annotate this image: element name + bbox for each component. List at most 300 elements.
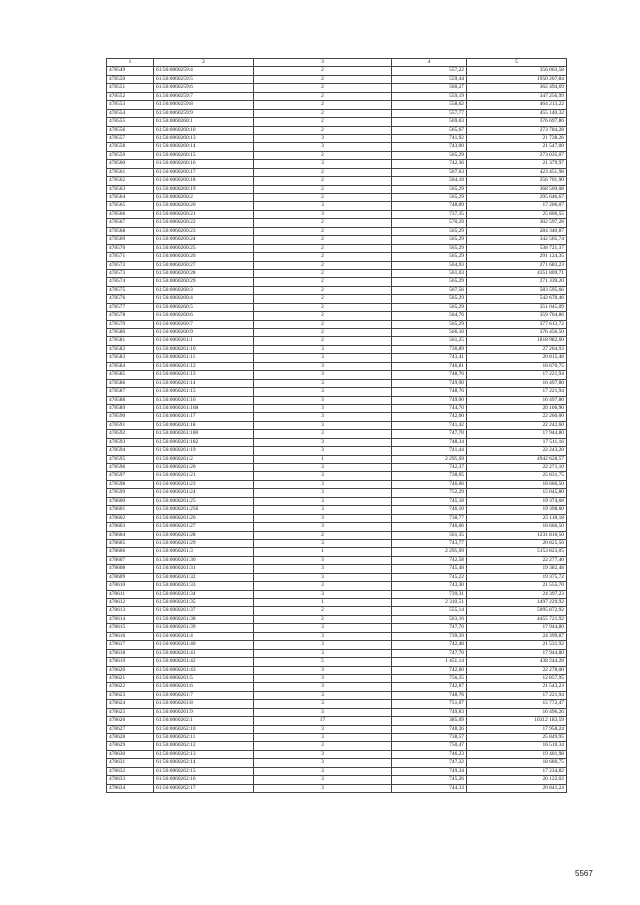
- table-cell: 738,05: [392, 472, 467, 480]
- table-cell: 61:56:0060261:31: [154, 565, 254, 573]
- table-cell: 559,19: [392, 92, 467, 100]
- table-cell: 61:56:0060260:19: [154, 185, 254, 193]
- table-cell: 478612: [107, 599, 154, 607]
- table-cell: 21 547,00: [467, 143, 567, 151]
- table-cell: 2: [254, 101, 392, 109]
- table-cell: 561,25: [392, 337, 467, 345]
- table-row: [107, 539, 567, 547]
- table-cell: 1950 207,84: [467, 75, 567, 83]
- table-row: [107, 725, 567, 733]
- table-cell: 565,67: [392, 126, 467, 134]
- column-header: 1: [107, 59, 154, 67]
- table-cell: 61:56:0060260:15: [154, 151, 254, 159]
- table-row: [107, 649, 567, 657]
- table-cell: 1818 982,60: [467, 337, 567, 345]
- table-cell: 3: [254, 674, 392, 682]
- table-cell: 61:56:0060261:41: [154, 649, 254, 657]
- table-row: [107, 143, 567, 151]
- table-cell: 478556: [107, 126, 154, 134]
- table-cell: 478595: [107, 455, 154, 463]
- table-cell: 61:56:0060261:38: [154, 615, 254, 623]
- table-cell: 385,09: [392, 717, 467, 725]
- table-cell: 736,89: [392, 345, 467, 353]
- table-cell: 746,10: [392, 506, 467, 514]
- table-row: [107, 261, 567, 269]
- table-cell: 3: [254, 683, 392, 691]
- table-cell: 2: [254, 194, 392, 202]
- table-cell: 3: [254, 497, 392, 505]
- table-cell: 478567: [107, 219, 154, 227]
- table-cell: 478589: [107, 404, 154, 412]
- table-row: [107, 286, 567, 294]
- table-row: [107, 506, 567, 514]
- table-cell: 478584: [107, 362, 154, 370]
- table-row: [107, 632, 567, 640]
- table-cell: 748,76: [392, 388, 467, 396]
- table-cell: 565,29: [392, 295, 467, 303]
- table-cell: 61:56:0060261:23: [154, 480, 254, 488]
- table-cell: 3: [254, 691, 392, 699]
- table-cell: 538 721,37: [467, 244, 567, 252]
- table-cell: 2: [254, 607, 392, 615]
- table-cell: 302 597,28: [467, 219, 567, 227]
- table-cell: 747,70: [392, 624, 467, 632]
- table-cell: 478564: [107, 194, 154, 202]
- table-cell: 561,35: [392, 531, 467, 539]
- table-cell: 17 511,16: [467, 438, 567, 446]
- table-cell: 478598: [107, 480, 154, 488]
- table-cell: 3: [254, 447, 392, 455]
- table-cell: 742,48: [392, 641, 467, 649]
- table-cell: 16 510,34: [467, 742, 567, 750]
- table-row: [107, 607, 567, 615]
- table-cell: 2: [254, 320, 392, 328]
- table-row: [107, 742, 567, 750]
- table-cell: 25 806,55: [467, 210, 567, 218]
- table-cell: 61:56:0060260:4: [154, 295, 254, 303]
- table-cell: 742,87: [392, 683, 467, 691]
- table-row: [107, 615, 567, 623]
- table-row: [107, 219, 567, 227]
- table-cell: 478596: [107, 464, 154, 472]
- table-row: [107, 658, 567, 666]
- table-cell: 61:56:0060261:39: [154, 624, 254, 632]
- table-cell: 746,81: [392, 362, 467, 370]
- table-cell: 478550: [107, 75, 154, 83]
- table-cell: 747,70: [392, 649, 467, 657]
- table-cell: 742,58: [392, 556, 467, 564]
- table-cell: 478557: [107, 134, 154, 142]
- table-row: [107, 641, 567, 649]
- table-cell: 17 944,80: [467, 430, 567, 438]
- table-cell: 3: [254, 396, 392, 404]
- table-cell: 2: [254, 151, 392, 159]
- table-cell: 751,07: [392, 700, 467, 708]
- page-number: 5567: [575, 869, 593, 878]
- table-cell: 478606: [107, 548, 154, 556]
- table-cell: 3: [254, 345, 392, 353]
- table-cell: 61:56:0060261:35: [154, 599, 254, 607]
- table-cell: 2 310,51: [392, 599, 467, 607]
- table-cell: 1 451,14: [392, 658, 467, 666]
- table-cell: 478573: [107, 269, 154, 277]
- table-cell: 478610: [107, 582, 154, 590]
- table-cell: 739,31: [392, 590, 467, 598]
- table-cell: 738,57: [392, 734, 467, 742]
- table-cell: 18 666,50: [467, 523, 567, 531]
- table-cell: 2: [254, 295, 392, 303]
- table-cell: 565,29: [392, 244, 467, 252]
- column-header: 5: [467, 59, 567, 67]
- table-cell: 61:56:0060259:9: [154, 109, 254, 117]
- table-cell: 61:56:0060259:6: [154, 84, 254, 92]
- table-cell: 478625: [107, 708, 154, 716]
- table-cell: 3: [254, 573, 392, 581]
- table-cell: 17 234,82: [467, 767, 567, 775]
- table-cell: 61:56:0060261:42: [154, 658, 254, 666]
- table-cell: 61:56:0060262:11: [154, 734, 254, 742]
- table-cell: 564,76: [392, 312, 467, 320]
- table-cell: 17: [254, 717, 392, 725]
- table-cell: 752,29: [392, 489, 467, 497]
- table-cell: 748,76: [392, 691, 467, 699]
- table-row: [107, 531, 567, 539]
- table-cell: 2: [254, 67, 392, 75]
- table-cell: 61:56:0060261:30: [154, 556, 254, 564]
- table-cell: 61:56:0060261:29: [154, 539, 254, 547]
- table-cell: 3: [254, 784, 392, 792]
- table-cell: 3: [254, 582, 392, 590]
- table-cell: 2: [254, 118, 392, 126]
- table-row: [107, 194, 567, 202]
- table-cell: 478588: [107, 396, 154, 404]
- table-cell: 3: [254, 134, 392, 142]
- table-row: [107, 708, 567, 716]
- table-cell: 20 825,56: [467, 539, 567, 547]
- table-cell: 2: [254, 278, 392, 286]
- table-cell: 3: [254, 649, 392, 657]
- table-cell: 478580: [107, 329, 154, 337]
- table-cell: 478623: [107, 691, 154, 699]
- table-cell: 376 456,50: [467, 329, 567, 337]
- table-cell: 3: [254, 700, 392, 708]
- table-cell: 569,03: [392, 118, 467, 126]
- table-cell: 3: [254, 708, 392, 716]
- table-cell: 1: [254, 455, 392, 463]
- table-cell: 61:56:0060261:33: [154, 582, 254, 590]
- table-cell: 17 221,94: [467, 388, 567, 396]
- table-row: [107, 84, 567, 92]
- table-cell: 3: [254, 539, 392, 547]
- table-row: [107, 312, 567, 320]
- table-cell: 478577: [107, 303, 154, 311]
- table-cell: 20 106,90: [467, 404, 567, 412]
- table-cell: 61:56:0060261:4: [154, 632, 254, 640]
- table-row: [107, 489, 567, 497]
- table-cell: 478604: [107, 531, 154, 539]
- table-cell: 61:56:0060261:19: [154, 447, 254, 455]
- table-cell: 61:56:0060260:3: [154, 286, 254, 294]
- table-row: [107, 666, 567, 674]
- table-cell: 61:56:0060260:20: [154, 202, 254, 210]
- table-row: [107, 67, 567, 75]
- table-cell: 478561: [107, 168, 154, 176]
- table-cell: 61:56:0060260:14: [154, 143, 254, 151]
- table-cell: 745,48: [392, 565, 467, 573]
- table-row: [107, 396, 567, 404]
- table-cell: 3: [254, 202, 392, 210]
- table-cell: 19 374,68: [467, 497, 567, 505]
- table-cell: 455 140,32: [467, 109, 567, 117]
- table-row: [107, 514, 567, 522]
- table-row: [107, 413, 567, 421]
- table-row: [107, 337, 567, 345]
- table-cell: 478552: [107, 92, 154, 100]
- table-cell: 61:56:0060261:256: [154, 506, 254, 514]
- table-cell: 17 221,94: [467, 691, 567, 699]
- table-cell: 61:56:0060261:9: [154, 708, 254, 716]
- table-cell: 478554: [107, 109, 154, 117]
- table-cell: 21 379,97: [467, 160, 567, 168]
- table-cell: 750,47: [392, 742, 467, 750]
- table-cell: 20 815,48: [467, 354, 567, 362]
- table-cell: 2: [254, 185, 392, 193]
- table-row: [107, 118, 567, 126]
- table-cell: 738,77: [392, 514, 467, 522]
- table-cell: 22 260,00: [467, 413, 567, 421]
- table-row: [107, 784, 567, 792]
- table-cell: 756,35: [392, 674, 467, 682]
- table-cell: 61:56:0060261:18: [154, 421, 254, 429]
- table-cell: 565,29: [392, 185, 467, 193]
- table-cell: 749,83: [392, 708, 467, 716]
- table-cell: 61:56:0060260:5: [154, 303, 254, 311]
- table-cell: 478572: [107, 261, 154, 269]
- table-cell: 61:56:0060261:14: [154, 379, 254, 387]
- table-cell: 478563: [107, 185, 154, 193]
- table-cell: 2: [254, 286, 392, 294]
- table-cell: 61:56:0060261:40: [154, 641, 254, 649]
- table-cell: 18 680,75: [467, 759, 567, 767]
- table-row: [107, 573, 567, 581]
- table-cell: 478616: [107, 632, 154, 640]
- table-cell: 478593: [107, 438, 154, 446]
- table-cell: 61:56:0060261:32: [154, 573, 254, 581]
- table-cell: 565,29: [392, 278, 467, 286]
- table-cell: 19 382,48: [467, 565, 567, 573]
- table-cell: 3: [254, 624, 392, 632]
- table-cell: 749,90: [392, 396, 467, 404]
- table-cell: 3: [254, 404, 392, 412]
- table-cell: 61:56:0060260:23: [154, 227, 254, 235]
- table-cell: 478594: [107, 447, 154, 455]
- table-cell: 61:56:0060262:16: [154, 776, 254, 784]
- table-row: [107, 759, 567, 767]
- table-cell: 61:56:0060260:2: [154, 194, 254, 202]
- table-cell: 742,00: [392, 413, 467, 421]
- table-cell: 2: [254, 337, 392, 345]
- table-cell: 542 678,46: [467, 295, 567, 303]
- table-cell: 16 497,80: [467, 396, 567, 404]
- table-row: [107, 388, 567, 396]
- table-cell: 478631: [107, 759, 154, 767]
- table-row: [107, 134, 567, 142]
- table-cell: 3: [254, 666, 392, 674]
- table-cell: 61:56:0060260:17: [154, 168, 254, 176]
- table-cell: 61:56:0060261:20: [154, 464, 254, 472]
- table-cell: 746,23: [392, 750, 467, 758]
- table-cell: 368 569,08: [467, 185, 567, 193]
- table-cell: 565,29: [392, 303, 467, 311]
- table-cell: 478590: [107, 413, 154, 421]
- table-cell: 557,22: [392, 67, 467, 75]
- table-cell: 5153 823,05: [467, 548, 567, 556]
- table-cell: 743,30: [392, 582, 467, 590]
- table-cell: 478633: [107, 776, 154, 784]
- table-row: [107, 92, 567, 100]
- table-cell: 21 543,23: [467, 683, 567, 691]
- table-cell: 61:56:0060260:24: [154, 236, 254, 244]
- table-cell: 3: [254, 388, 392, 396]
- table-cell: 273 784,28: [467, 126, 567, 134]
- table-cell: 564,93: [392, 261, 467, 269]
- table-cell: 61:56:0060261:21: [154, 472, 254, 480]
- table-cell: 3: [254, 506, 392, 514]
- table-cell: 478605: [107, 539, 154, 547]
- table-cell: 478629: [107, 742, 154, 750]
- table-cell: 565,29: [392, 253, 467, 261]
- table-cell: 478628: [107, 734, 154, 742]
- table-row: [107, 464, 567, 472]
- table-cell: 478571: [107, 253, 154, 261]
- table-row: [107, 700, 567, 708]
- table-cell: 478622: [107, 683, 154, 691]
- table-cell: 3: [254, 776, 392, 784]
- table-row: [107, 430, 567, 438]
- table-cell: 478565: [107, 202, 154, 210]
- table-row: [107, 354, 567, 362]
- table-cell: 61:56:0060261:26: [154, 514, 254, 522]
- table-cell: 61:56:0060261:7: [154, 691, 254, 699]
- table-cell: 61:56:0060259:7: [154, 92, 254, 100]
- table-cell: 61:56:0060262:12: [154, 742, 254, 750]
- table-cell: 748,34: [392, 438, 467, 446]
- table-cell: 3: [254, 362, 392, 370]
- table-row: [107, 455, 567, 463]
- column-header: 2: [154, 59, 254, 67]
- table-row: [107, 776, 567, 784]
- table-cell: 5: [254, 658, 392, 666]
- table-cell: 745,18: [392, 497, 467, 505]
- table-cell: 742,60: [392, 666, 467, 674]
- table-cell: 478630: [107, 750, 154, 758]
- table-row: [107, 523, 567, 531]
- table-row: [107, 734, 567, 742]
- table-cell: 61:56:0060261:13: [154, 371, 254, 379]
- table-cell: 1: [254, 548, 392, 556]
- table-cell: 3: [254, 767, 392, 775]
- table-cell: 61:56:0060261:27: [154, 523, 254, 531]
- table-cell: 273 035,07: [467, 151, 567, 159]
- table-cell: 3: [254, 421, 392, 429]
- table-cell: 478551: [107, 84, 154, 92]
- table-cell: 2 295,69: [392, 455, 467, 463]
- table-cell: 3: [254, 379, 392, 387]
- table-row: [107, 599, 567, 607]
- table-cell: 61:56:0060261:5: [154, 674, 254, 682]
- table-cell: 745,22: [392, 573, 467, 581]
- table-cell: 61:56:0060261:6: [154, 683, 254, 691]
- table-cell: 478582: [107, 345, 154, 353]
- table-cell: 284 340,87: [467, 227, 567, 235]
- table-cell: 351 045,09: [467, 303, 567, 311]
- table-cell: 3: [254, 472, 392, 480]
- table-cell: 478558: [107, 143, 154, 151]
- table-row: [107, 371, 567, 379]
- table-cell: 478608: [107, 565, 154, 573]
- table-row: [107, 185, 567, 193]
- table-cell: 478562: [107, 177, 154, 185]
- table-cell: 565,29: [392, 320, 467, 328]
- table-row: [107, 480, 567, 488]
- table-cell: 478560: [107, 160, 154, 168]
- table-row: [107, 126, 567, 134]
- table-cell: 2: [254, 269, 392, 277]
- table-cell: 17 944,80: [467, 649, 567, 657]
- table-cell: 3: [254, 742, 392, 750]
- table-cell: 744,33: [392, 784, 467, 792]
- table-cell: 12 857,95: [467, 674, 567, 682]
- table-cell: 61:56:0060261:2: [154, 455, 254, 463]
- table-cell: 478585: [107, 371, 154, 379]
- table-cell: 61:56:0060261:16: [154, 396, 254, 404]
- table-cell: 478603: [107, 523, 154, 531]
- table-cell: 342 565,74: [467, 236, 567, 244]
- table-cell: 564,18: [392, 177, 467, 185]
- table-cell: 478599: [107, 489, 154, 497]
- table-cell: 61:56:0060261:34: [154, 590, 254, 598]
- table-cell: 17 958,24: [467, 725, 567, 733]
- table-cell: 21 738,26: [467, 134, 567, 142]
- table-row: [107, 582, 567, 590]
- table-cell: 27 264,93: [467, 345, 567, 353]
- table-cell: 61:56:0060261:180: [154, 430, 254, 438]
- table-cell: 555,14: [392, 607, 467, 615]
- table-cell: 61:56:0060260:9: [154, 329, 254, 337]
- table-cell: 743,00: [392, 143, 467, 151]
- table-cell: 423 451,98: [467, 168, 567, 176]
- table-cell: 256 701,90: [467, 177, 567, 185]
- table-cell: 2: [254, 227, 392, 235]
- table-cell: 61:56:0060261:1: [154, 337, 254, 345]
- table-cell: 61:56:0060261:3: [154, 548, 254, 556]
- table-cell: 61:56:0060261:28: [154, 531, 254, 539]
- table-cell: 61:56:0060260:27: [154, 261, 254, 269]
- table-cell: 2: [254, 168, 392, 176]
- table-cell: 567,63: [392, 168, 467, 176]
- table-cell: 22 278,00: [467, 666, 567, 674]
- column-header: 3: [254, 59, 392, 67]
- table-cell: 1497 229,92: [467, 599, 567, 607]
- table-cell: 61:56:0060260:29: [154, 278, 254, 286]
- table-cell: 478575: [107, 286, 154, 294]
- table-cell: 746,66: [392, 480, 467, 488]
- table-row: [107, 303, 567, 311]
- table-cell: 478619: [107, 658, 154, 666]
- table-cell: 2: [254, 615, 392, 623]
- table-cell: 15 772,47: [467, 700, 567, 708]
- table-cell: 743,41: [392, 354, 467, 362]
